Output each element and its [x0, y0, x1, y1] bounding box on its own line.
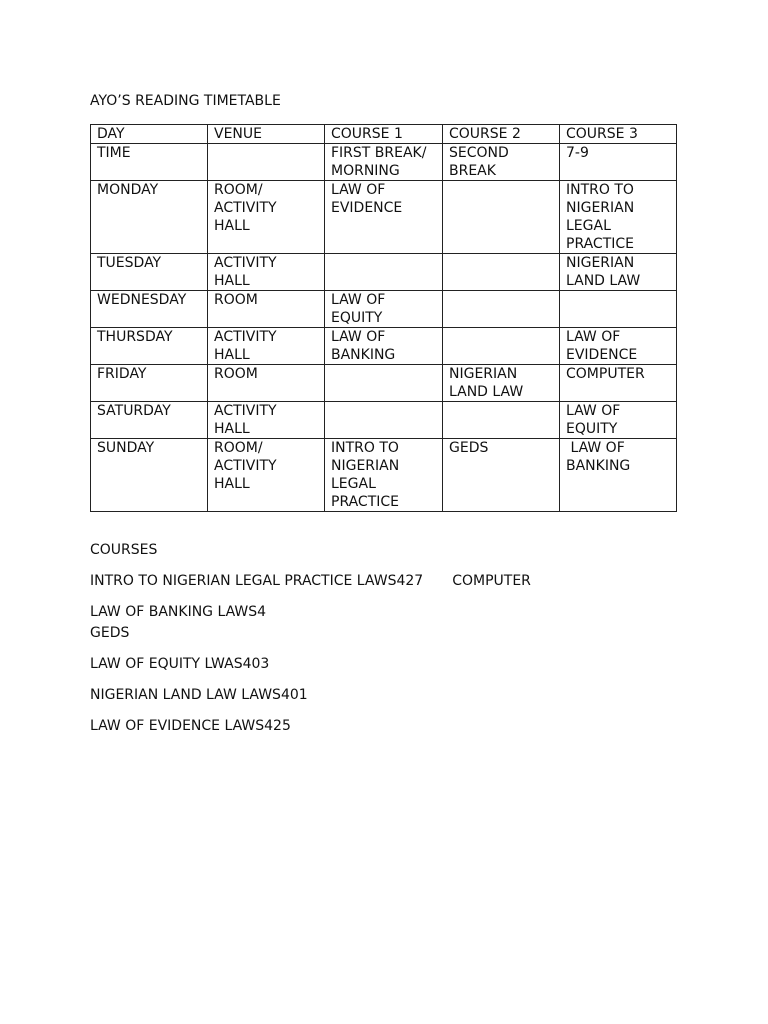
table-cell: COURSE 1 — [325, 125, 443, 144]
table-row — [91, 328, 677, 365]
table-cell: LAW OF BANKING — [560, 439, 677, 512]
table-cell: ROOM — [208, 365, 325, 402]
courses-list — [90, 541, 730, 735]
table-cell: FRIDAY — [91, 365, 208, 402]
table-cell: NIGERIAN LAND LAW — [560, 254, 677, 291]
table-cell — [560, 291, 677, 328]
table-cell: MONDAY — [91, 181, 208, 254]
table-cell: WEDNESDAY — [91, 291, 208, 328]
table-cell: TUESDAY — [91, 254, 208, 291]
table-cell: LAW OF EVIDENCE — [325, 181, 443, 254]
list-item — [90, 572, 730, 590]
course-law-of-evidence: LAW OF EVIDENCE LAWS425 — [90, 718, 291, 734]
table-cell — [443, 328, 560, 365]
table-cell — [443, 254, 560, 291]
table-cell: VENUE — [208, 125, 325, 144]
table-cell: GEDS — [443, 439, 560, 512]
table-row — [91, 439, 677, 512]
table-cell: INTRO TO NIGERIAN LEGAL PRACTICE — [325, 439, 443, 512]
table-cell — [325, 254, 443, 291]
table-cell: SUNDAY — [91, 439, 208, 512]
courses-heading: COURSES — [90, 542, 158, 558]
table-cell — [443, 402, 560, 439]
table-cell: INTRO TO NIGERIAN LEGAL PRACTICE — [560, 181, 677, 254]
table-row — [91, 291, 677, 328]
table-row — [91, 181, 677, 254]
table-cell: COURSE 3 — [560, 125, 677, 144]
table-cell — [208, 144, 325, 181]
table-cell: FIRST BREAK/ MORNING — [325, 144, 443, 181]
table-cell: ACTIVITY HALL — [208, 402, 325, 439]
table-cell: LAW OF EVIDENCE — [560, 328, 677, 365]
table-cell: COURSE 2 — [443, 125, 560, 144]
table-cell: NIGERIAN LAND LAW — [443, 365, 560, 402]
table-row — [91, 125, 677, 144]
table-cell: LAW OF EQUITY — [325, 291, 443, 328]
table-cell — [443, 181, 560, 254]
table-cell: 7-9 — [560, 144, 677, 181]
course-geds: GEDS — [90, 625, 130, 641]
table-row — [91, 254, 677, 291]
document-title: AYO’S READING TIMETABLE — [90, 93, 281, 109]
table-cell: LAW OF BANKING — [325, 328, 443, 365]
table-row — [91, 402, 677, 439]
table-cell: ACTIVITY HALL — [208, 254, 325, 291]
table-cell: COMPUTER — [560, 365, 677, 402]
timetable — [90, 124, 677, 512]
table-cell — [325, 365, 443, 402]
course-law-of-equity: LAW OF EQUITY LWAS403 — [90, 656, 270, 672]
table-cell: SECOND BREAK — [443, 144, 560, 181]
table-cell: ACTIVITY HALL — [208, 328, 325, 365]
table-cell: TIME — [91, 144, 208, 181]
table-cell — [325, 402, 443, 439]
table-cell: THURSDAY — [91, 328, 208, 365]
table-cell: SATURDAY — [91, 402, 208, 439]
course-computer: COMPUTER — [452, 573, 531, 589]
table-cell: ROOM/ ACTIVITY HALL — [208, 439, 325, 512]
table-cell: ROOM — [208, 291, 325, 328]
course-intro-legal-practice: INTRO TO NIGERIAN LEGAL PRACTICE LAWS427 — [90, 573, 424, 589]
course-nigerian-land-law: NIGERIAN LAND LAW LAWS401 — [90, 687, 308, 703]
table-cell: DAY — [91, 125, 208, 144]
table-row — [91, 144, 677, 181]
course-law-of-banking: LAW OF BANKING LAWS4 — [90, 604, 267, 620]
table-cell: ROOM/ ACTIVITY HALL — [208, 181, 325, 254]
table-cell — [443, 291, 560, 328]
table-row — [91, 365, 677, 402]
table-cell: LAW OF EQUITY — [560, 402, 677, 439]
